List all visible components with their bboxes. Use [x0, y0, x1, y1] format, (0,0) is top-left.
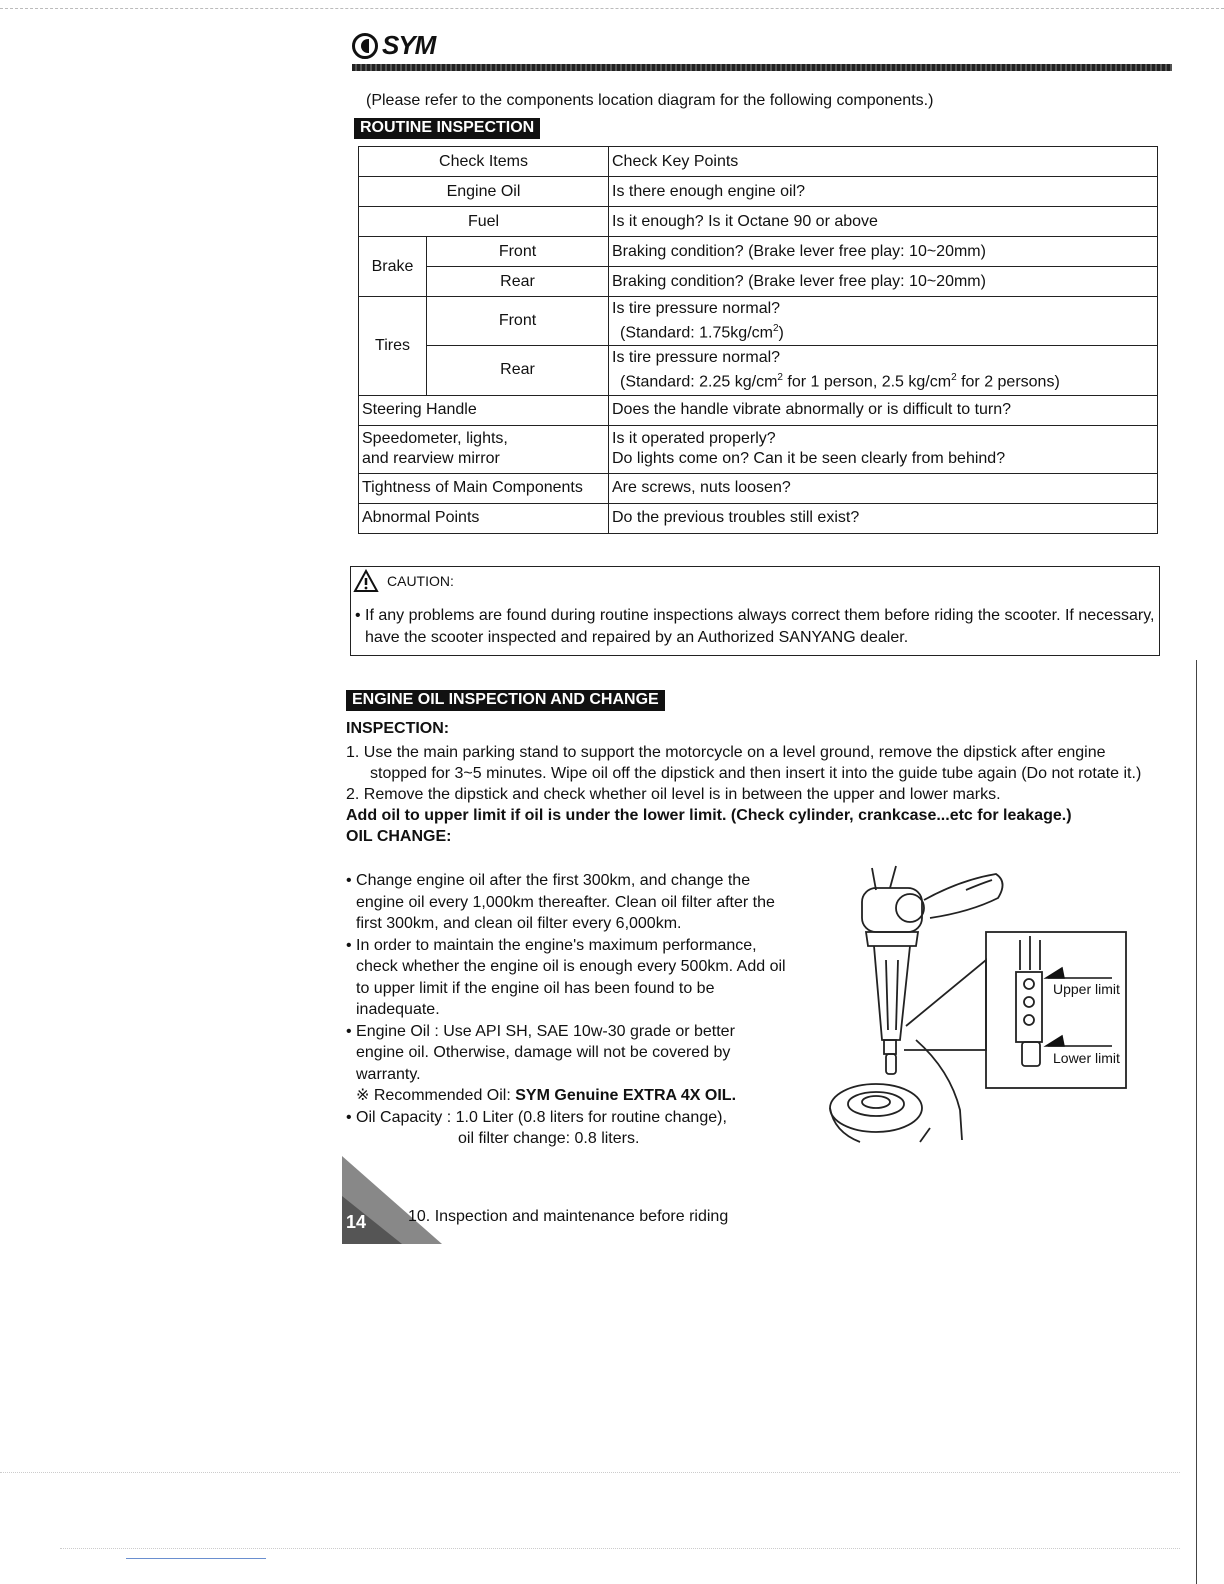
warning-triangle-icon: [353, 569, 379, 593]
routine-inspection-title: ROUTINE INSPECTION: [354, 118, 540, 139]
sym-logo-icon: [352, 33, 378, 59]
table-header-row: [359, 147, 1158, 177]
intro-text: (Please refer to the components location diagram for the following components.): [366, 92, 934, 109]
header-rule: [352, 64, 1172, 71]
table-row: Brake Front Braking condition? (Brake lever free play: 10~20mm): [359, 237, 1158, 267]
table-row: Rear Is tire pressure normal? (Standard: 2.25 $kg/cm^2$ for 1 person, 2.5 $kg/cm^2$ for 2 persons): [359, 346, 1158, 395]
table-row: Speedometer, lights, and rearview mirror Is it operated properly? Do lights come on? Can it be seen clearly from behind?: [359, 425, 1158, 473]
recommended-oil: ※ Recommended Oil: SYM Genuine EXTRA 4X OIL.: [356, 1087, 737, 1104]
table-row: Engine Oil Is there enough engine oil?: [359, 177, 1158, 207]
tires-label: Tires: [359, 297, 427, 396]
inspection-steps: [346, 742, 1166, 847]
brand-header: [352, 30, 435, 61]
caution-box: [350, 566, 1160, 656]
table-row: Tightness of Main Components Are screws, nuts loosen?: [359, 473, 1158, 503]
table-row: Abnormal Points Do the previous troubles still exist?: [359, 503, 1158, 533]
page-footer: [342, 1156, 762, 1246]
list-item: • In order to maintain the engine's maximum performance, check whether the engine oil is enough every 500km. Add oil to upper limit if the engine oil has been found to be inadequate.: [346, 936, 786, 1018]
col-check-key-points: Check Key Points: [609, 147, 1158, 177]
step-2: 2. Remove the dipstick and check whether oil level is in between the upper and lower marks.: [346, 786, 1001, 803]
dipstick-diagram: [820, 860, 1130, 1150]
scan-dots: [60, 1548, 1180, 1549]
caution-text: • If any problems are found during routine inspections always correct them before riding the scooter. If necessary, have the scooter inspected and repaired by an Authorized SANYANG dealer.: [355, 607, 1155, 646]
lower-limit-label: Lower limit: [1053, 1050, 1120, 1066]
scan-edge-line: [1196, 660, 1197, 1584]
list-item: • Oil Capacity : 1.0 Liter (0.8 liters for routine change),: [346, 1108, 727, 1126]
oil-warning: Add oil to upper limit if oil is under the lower limit. (Check cylinder, crankcase...etc for leakage.): [346, 807, 1072, 824]
oil-change-list: [346, 870, 786, 1150]
brand-name: SYM: [382, 30, 436, 60]
table-row: Tires Front Is tire pressure normal? (Standard: $1.75kg/cm^2$): [359, 297, 1158, 346]
caution-label: CAUTION:: [387, 573, 454, 589]
routine-inspection-table: [358, 146, 1158, 534]
inspection-heading: INSPECTION:: [346, 720, 450, 737]
upper-limit-label: Upper limit: [1053, 981, 1120, 997]
scan-dots: [0, 1472, 1180, 1473]
table-row: Steering Handle Does the handle vibrate abnormally or is difficult to turn?: [359, 395, 1158, 425]
list-item: • Engine Oil : Use API SH, SAE 10w-30 grade or better engine oil. Otherwise, damage will not be covered by warranty.: [346, 1022, 735, 1083]
col-check-items: Check Items: [359, 147, 609, 177]
engine-oil-section-title: ENGINE OIL INSPECTION AND CHANGE: [346, 690, 665, 711]
page-number: 14: [346, 1212, 367, 1232]
footer-chapter-title: 10. Inspection and maintenance before riding: [408, 1208, 729, 1225]
table-row: Fuel Is it enough? Is it Octane 90 or above: [359, 207, 1158, 237]
step-1: 1. Use the main parking stand to support the motorcycle on a level ground, remove the dipstick after engine stopped for 3~5 minutes. Wipe oil off the dipstick and then insert it into the guide tube again (Do not rotate it.): [346, 744, 1142, 782]
scan-mark: [126, 1558, 266, 1559]
brake-label: Brake: [359, 237, 427, 297]
list-item: • Change engine oil after the first 300km, and change the engine oil every 1,000km thereafter. Clean oil filter after the first 300km, and clean oil filter every 6,000km.: [346, 872, 775, 932]
table-row: Rear Braking condition? (Brake lever free play: 10~20mm): [359, 267, 1158, 297]
list-item-continued: oil filter change: 0.8 liters.: [458, 1130, 640, 1147]
oil-change-heading: OIL CHANGE:: [346, 828, 452, 845]
dipstick-illustration: [820, 860, 1130, 1150]
top-scan-line: [0, 8, 1224, 9]
